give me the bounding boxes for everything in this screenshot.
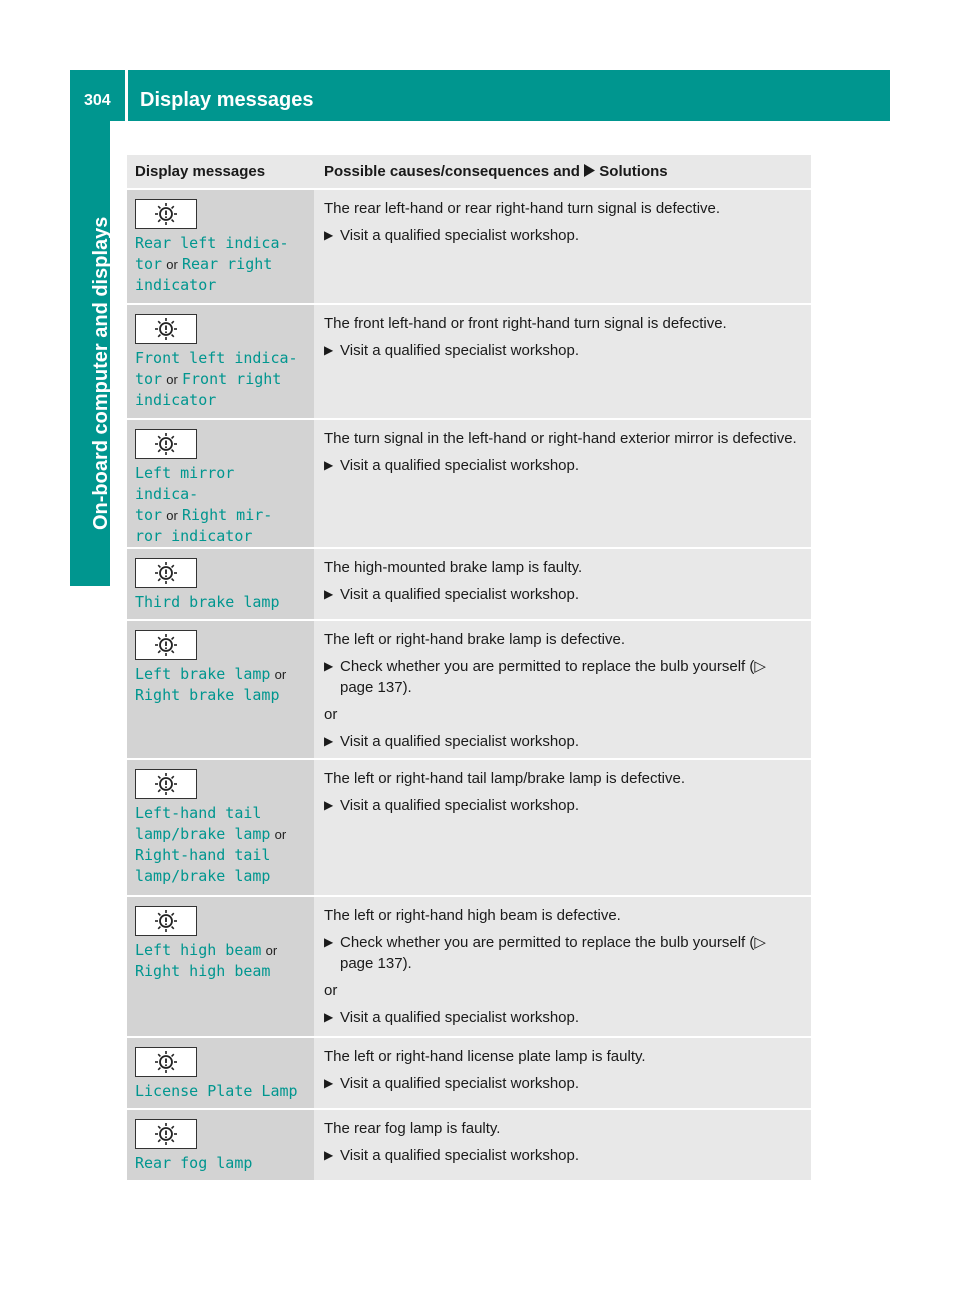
col-header-solutions <box>314 155 811 189</box>
action-arrow-icon: ▶ <box>324 734 334 748</box>
message-text: tor <box>135 370 163 388</box>
solution-cell <box>314 896 811 1037</box>
col-header-display-messages: Display messages <box>127 155 314 189</box>
solution-step <box>324 225 801 246</box>
or-text: or <box>166 372 178 387</box>
solution-cell <box>314 304 811 419</box>
message-cell <box>127 419 314 548</box>
table-row <box>127 620 811 759</box>
table-row <box>127 1037 811 1109</box>
table-row <box>127 896 811 1037</box>
solution-cell <box>314 189 811 304</box>
message-text: indicator <box>135 391 217 409</box>
message-cell <box>127 304 314 419</box>
message-text: License Plate Lamp <box>135 1082 298 1100</box>
table-header-row <box>127 155 811 189</box>
table-row <box>127 189 811 304</box>
or-text: or <box>324 982 338 999</box>
page-title: Display messages <box>140 89 314 111</box>
or-text: or <box>166 257 178 272</box>
header-divider <box>125 70 128 121</box>
message-text: Rear right <box>182 255 273 273</box>
message-text: indicator <box>135 276 217 294</box>
cause-text: The high-mounted brake lamp is faulty. <box>324 559 583 576</box>
step-text: Visit a qualified specialist workshop. <box>340 797 580 814</box>
message-text: Right-hand tail <box>135 846 271 864</box>
step-text: Visit a qualified specialist workshop. <box>340 342 580 359</box>
cause-text: The left or right-hand high beam is defective. <box>324 907 621 924</box>
message-text: Front right <box>182 370 282 388</box>
message-text: Left mirror indica‐ <box>135 464 235 503</box>
solution-step <box>324 656 801 698</box>
message-text: Front left indica‐ <box>135 349 298 367</box>
action-arrow-icon: ▶ <box>324 1010 334 1024</box>
action-arrow-icon: ▶ <box>324 1148 334 1162</box>
side-tab-label: On-board computer and displays <box>90 216 112 530</box>
lamp-fault-icon <box>135 1119 197 1149</box>
message-text: Left-hand tail <box>135 804 262 822</box>
or-text: or <box>324 706 338 723</box>
step-text: Visit a qualified specialist workshop. <box>340 733 580 750</box>
lamp-fault-icon <box>135 630 197 660</box>
action-arrow-icon: ▶ <box>324 798 334 812</box>
message-text: lamp/brake lamp <box>135 825 271 843</box>
display-messages-table <box>127 155 811 1182</box>
solution-step <box>324 795 801 816</box>
solution-cell <box>314 548 811 620</box>
lamp-fault-icon <box>135 199 197 229</box>
solution-cell <box>314 419 811 548</box>
step-text: Check whether you are permitted to replace the bulb yourself (▷ page 137). <box>340 934 766 972</box>
table-row <box>127 1109 811 1181</box>
cause-text: The front left-hand or front right-hand turn signal is defective. <box>324 315 727 332</box>
action-arrow-icon: ▶ <box>324 935 334 949</box>
action-arrow-icon <box>584 164 595 177</box>
solution-step <box>324 1073 801 1094</box>
solution-cell <box>314 1037 811 1109</box>
page-number: 304 <box>84 92 111 109</box>
message-text: Rear fog lamp <box>135 1154 253 1172</box>
step-text: Visit a qualified specialist workshop. <box>340 227 580 244</box>
solution-step <box>324 584 801 605</box>
cause-text: The rear left-hand or rear right-hand turn signal is defective. <box>324 200 721 217</box>
message-text: Right brake lamp <box>135 686 280 704</box>
message-text: Right mir‐ <box>182 506 273 524</box>
table-row <box>127 304 811 419</box>
col-header-suffix: Solutions <box>599 163 668 180</box>
col-header-prefix: Possible causes/consequences and <box>324 163 580 180</box>
lamp-fault-icon <box>135 314 197 344</box>
lamp-fault-icon <box>135 1047 197 1077</box>
cause-text: The turn signal in the left-hand or right-hand exterior mirror is defective. <box>324 430 797 447</box>
message-cell <box>127 548 314 620</box>
solution-step <box>324 731 801 752</box>
step-text: Visit a qualified specialist workshop. <box>340 1009 580 1026</box>
action-arrow-icon: ▶ <box>324 1076 334 1090</box>
message-cell <box>127 1037 314 1109</box>
solution-step <box>324 455 801 476</box>
lamp-fault-icon <box>135 558 197 588</box>
step-text: Visit a qualified specialist workshop. <box>340 586 580 603</box>
message-text: lamp/brake lamp <box>135 867 271 885</box>
solution-step <box>324 932 801 974</box>
lamp-fault-icon <box>135 429 197 459</box>
step-text: Visit a qualified specialist workshop. <box>340 1147 580 1164</box>
message-text: ror indicator <box>135 527 253 545</box>
message-text: tor <box>135 255 163 273</box>
cause-text: The left or right-hand brake lamp is defective. <box>324 631 625 648</box>
or-text: or <box>265 943 278 958</box>
message-cell <box>127 1109 314 1181</box>
table-row <box>127 548 811 620</box>
step-text: Visit a qualified specialist workshop. <box>340 1075 580 1092</box>
action-arrow-icon: ▶ <box>324 343 334 357</box>
table-row <box>127 419 811 548</box>
step-text: Visit a qualified specialist workshop. <box>340 457 580 474</box>
lamp-fault-icon <box>135 769 197 799</box>
solution-cell <box>314 1109 811 1181</box>
solution-step <box>324 340 801 361</box>
message-text: tor <box>135 506 163 524</box>
action-arrow-icon: ▶ <box>324 587 334 601</box>
or-text: or <box>274 667 287 682</box>
message-text: Rear left indica‐ <box>135 234 289 252</box>
solution-cell <box>314 620 811 759</box>
table-row <box>127 759 811 896</box>
step-text: Check whether you are permitted to replace the bulb yourself (▷ page 137). <box>340 658 766 696</box>
cause-text: The left or right-hand license plate lamp is faulty. <box>324 1048 646 1065</box>
solution-step <box>324 1007 801 1028</box>
message-cell <box>127 620 314 759</box>
action-arrow-icon: ▶ <box>324 659 334 673</box>
message-text: Left high beam <box>135 941 262 959</box>
solution-step <box>324 1145 801 1166</box>
message-cell <box>127 896 314 1037</box>
or-text: or <box>274 827 287 842</box>
message-text: Third brake lamp <box>135 593 280 611</box>
action-arrow-icon: ▶ <box>324 228 334 242</box>
cause-text: The left or right-hand tail lamp/brake lamp is defective. <box>324 770 686 787</box>
lamp-fault-icon <box>135 906 197 936</box>
message-text: Right high beam <box>135 962 271 980</box>
cause-text: The rear fog lamp is faulty. <box>324 1120 501 1137</box>
message-cell <box>127 189 314 304</box>
message-cell <box>127 759 314 896</box>
or-text: or <box>166 508 178 523</box>
action-arrow-icon: ▶ <box>324 458 334 472</box>
message-text: Left brake lamp <box>135 665 271 683</box>
solution-cell <box>314 759 811 896</box>
